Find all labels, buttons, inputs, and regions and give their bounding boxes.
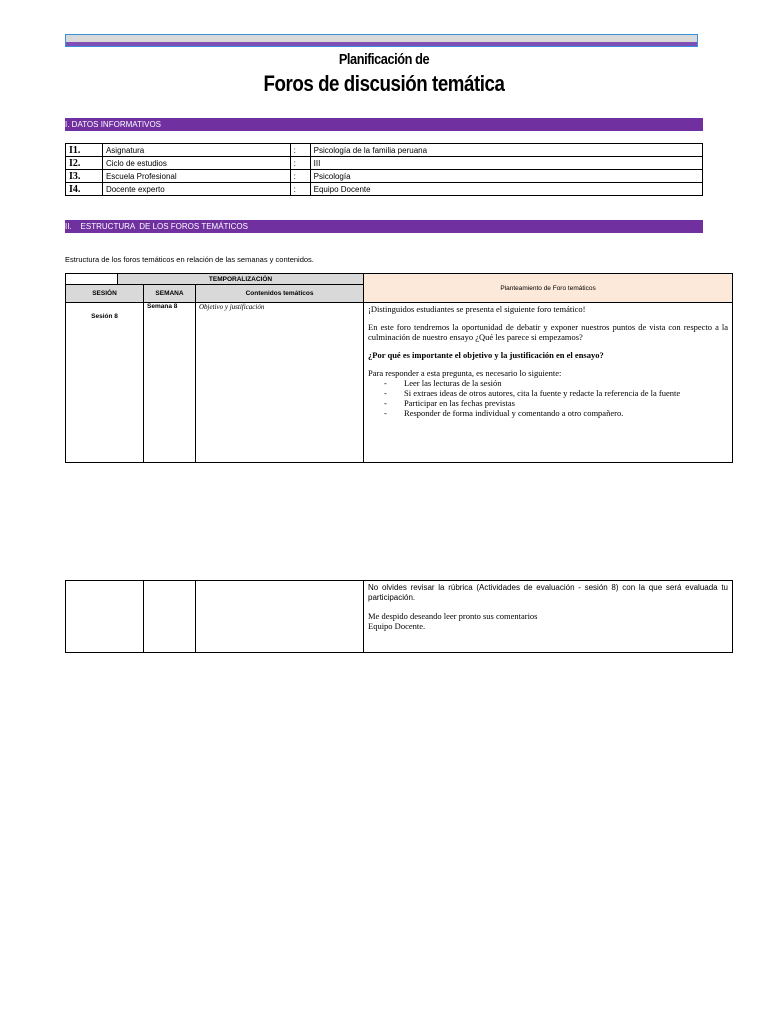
empty-cell <box>196 581 364 653</box>
planteamiento-header: Planteamiento de Foro temáticos <box>364 274 733 303</box>
semana-header: SEMANA <box>144 285 196 303</box>
section-title: II. ESTRUCTURA DE LOS FOROS TEMÁTICOS <box>65 222 248 231</box>
contenidos-header: Contenidos temáticos <box>196 285 364 303</box>
table-row <box>66 144 703 157</box>
top-decorative-bar <box>65 34 698 47</box>
row-separator: : <box>290 183 310 196</box>
row-number: I1. <box>66 144 103 157</box>
intro-paragraph: En este foro tendremos la oportunidad de debatir y exponer nuestros puntos de vista con respecto a la culminación de nuestro ensayo ¿Qué les parece si empezamos? <box>368 322 729 342</box>
section-title: I. DATOS INFORMATIVOS <box>65 120 162 129</box>
instructions-intro: Para responder a esta pregunta, es necesario lo siguiente: <box>368 368 562 378</box>
contenidos-cell: Objetivo y justificación <box>196 303 364 463</box>
row-separator: : <box>290 144 310 157</box>
row-value: Equipo Docente <box>310 183 702 196</box>
table-row <box>66 183 703 196</box>
list-item: - Responder de forma individual y comentando a otro compañero. <box>368 408 728 418</box>
row-label: Escuela Profesional <box>102 170 290 183</box>
row-value: III <box>310 157 702 170</box>
row-number: I4. <box>66 183 103 196</box>
list-item: - Si extraes ideas de otros autores, cita la fuente y redacte la referencia de la fuente <box>368 388 728 398</box>
instructions-list <box>368 378 728 418</box>
planteamiento-cell <box>364 303 733 463</box>
sesion-cell: Sesión 8 <box>66 303 144 463</box>
row-value: Psicología de la familia peruana <box>310 144 702 157</box>
table-header-row <box>66 274 733 285</box>
row-value: Psicología <box>310 170 702 183</box>
page-title-line2: Foros de discusión temática <box>263 71 505 96</box>
list-item: - Leer las lecturas de la sesión <box>368 378 728 388</box>
rubric-note: No olvides revisar la rúbrica (Actividades de evaluación - sesión 8) con la que será evaluada tu participación. <box>368 583 728 602</box>
table-row <box>66 157 703 170</box>
empty-header-cell <box>66 274 118 285</box>
section-header-estructura <box>65 220 703 233</box>
closing-text: Me despido deseando leer pronto sus comentarios <box>368 611 538 621</box>
intro-text: Estructura de los foros temáticos en relación de las semanas y contenidos. <box>65 255 314 264</box>
info-table <box>65 143 703 196</box>
row-number: I2. <box>66 157 103 170</box>
greeting-text: ¡Distinguidos estudiantes se presenta el siguiente foro temático! <box>368 304 586 314</box>
closing-cell <box>364 581 733 653</box>
page-title-line1: Planificación de <box>338 51 430 68</box>
row-label: Docente experto <box>102 183 290 196</box>
temporalizacion-header: TEMPORALIZACIÓN <box>118 274 364 285</box>
row-label: Asignatura <box>102 144 290 157</box>
row-separator: : <box>290 157 310 170</box>
row-number: I3. <box>66 170 103 183</box>
section-header-datos <box>65 118 703 131</box>
signature-text: Equipo Docente. <box>368 621 426 631</box>
table-row <box>66 581 733 653</box>
list-item: - Participar en las fechas previstas <box>368 398 728 408</box>
table-row <box>66 303 733 463</box>
empty-cell <box>144 581 196 653</box>
row-separator: : <box>290 170 310 183</box>
forum-question: ¿Por qué es importante el objetivo y la justificación en el ensayo? <box>368 350 604 360</box>
sesion-header: SESIÓN <box>66 285 144 303</box>
forum-table-continued <box>65 580 733 653</box>
table-row <box>66 170 703 183</box>
row-label: Ciclo de estudios <box>102 157 290 170</box>
forum-table <box>65 273 733 463</box>
empty-cell <box>66 581 144 653</box>
semana-cell: Semana 8 <box>144 303 196 463</box>
